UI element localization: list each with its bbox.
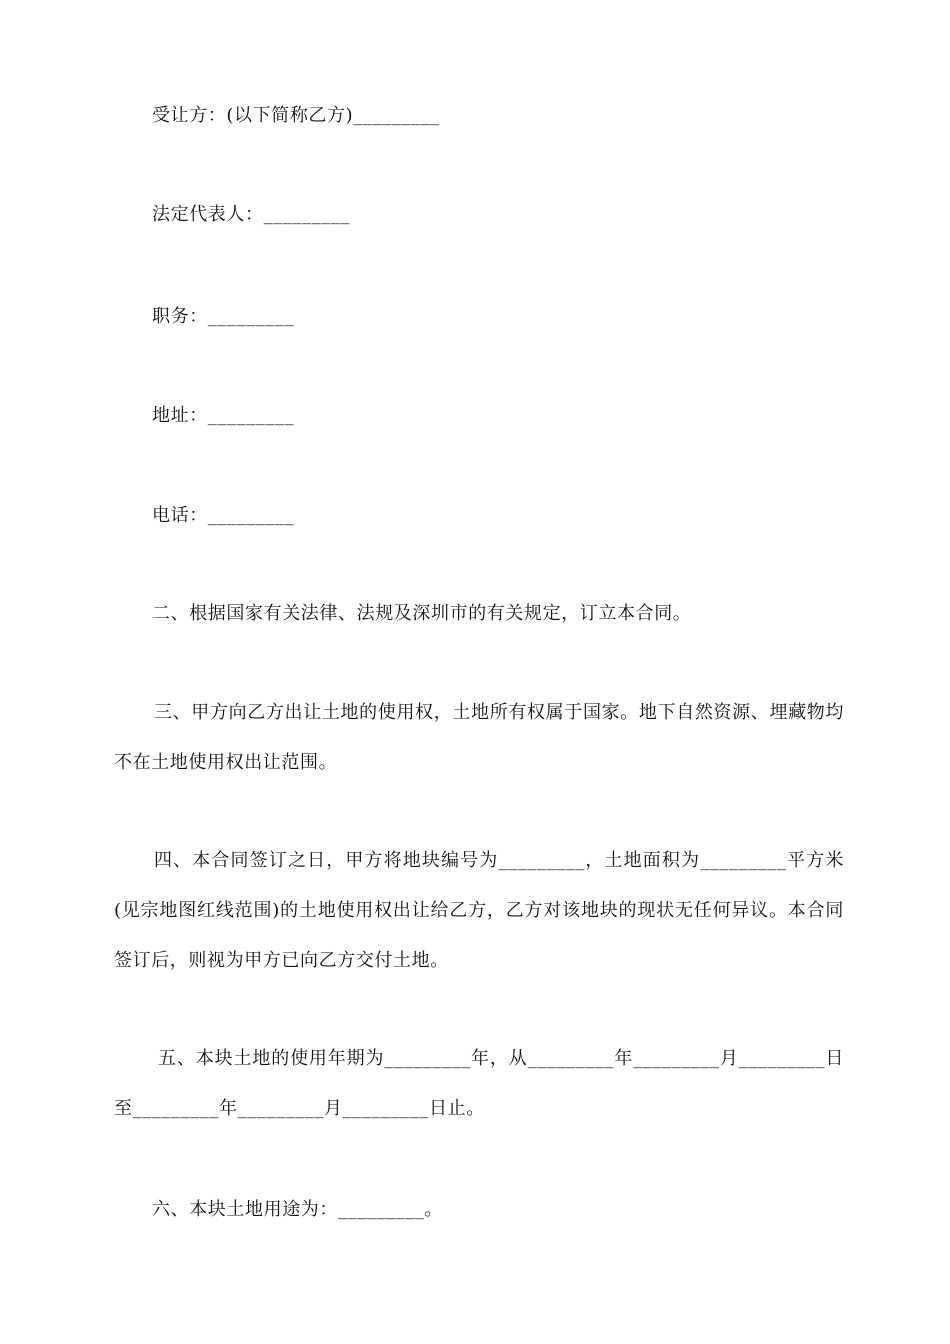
phone-line: 电话：_________ xyxy=(152,505,295,526)
address-line: 地址：_________ xyxy=(152,405,295,426)
clause-5: 五、本块土地的使用年期为_________年，从_________年_________月_________日至_________年_________月_________日止。 xyxy=(114,1048,844,1119)
clause-2: 二、根据国家有关法律、法规及深圳市的有关规定，订立本合同。 xyxy=(152,603,692,624)
legal-representative-line: 法定代表人：_________ xyxy=(152,204,350,225)
clause-3: 三、甲方向乙方出让土地的使用权，土地所有权属于国家。地下自然资源、埋藏物均不在土地使用权出让范围。 xyxy=(114,702,844,773)
clause-6: 六、本块土地用途为：_________。 xyxy=(152,1199,443,1220)
position-line: 职务：_________ xyxy=(152,306,295,327)
clause-4: 四、本合同签订之日，甲方将地块编号为_________，土地面积为_________平方米(见宗地图红线范围)的土地使用权出让给乙方，乙方对该地块的现状无任何异议。本合同签订后，则视为甲方已向乙方交付土地。 xyxy=(114,850,844,971)
transferee-line: 受让方：(以下简称乙方)_________ xyxy=(152,105,440,126)
